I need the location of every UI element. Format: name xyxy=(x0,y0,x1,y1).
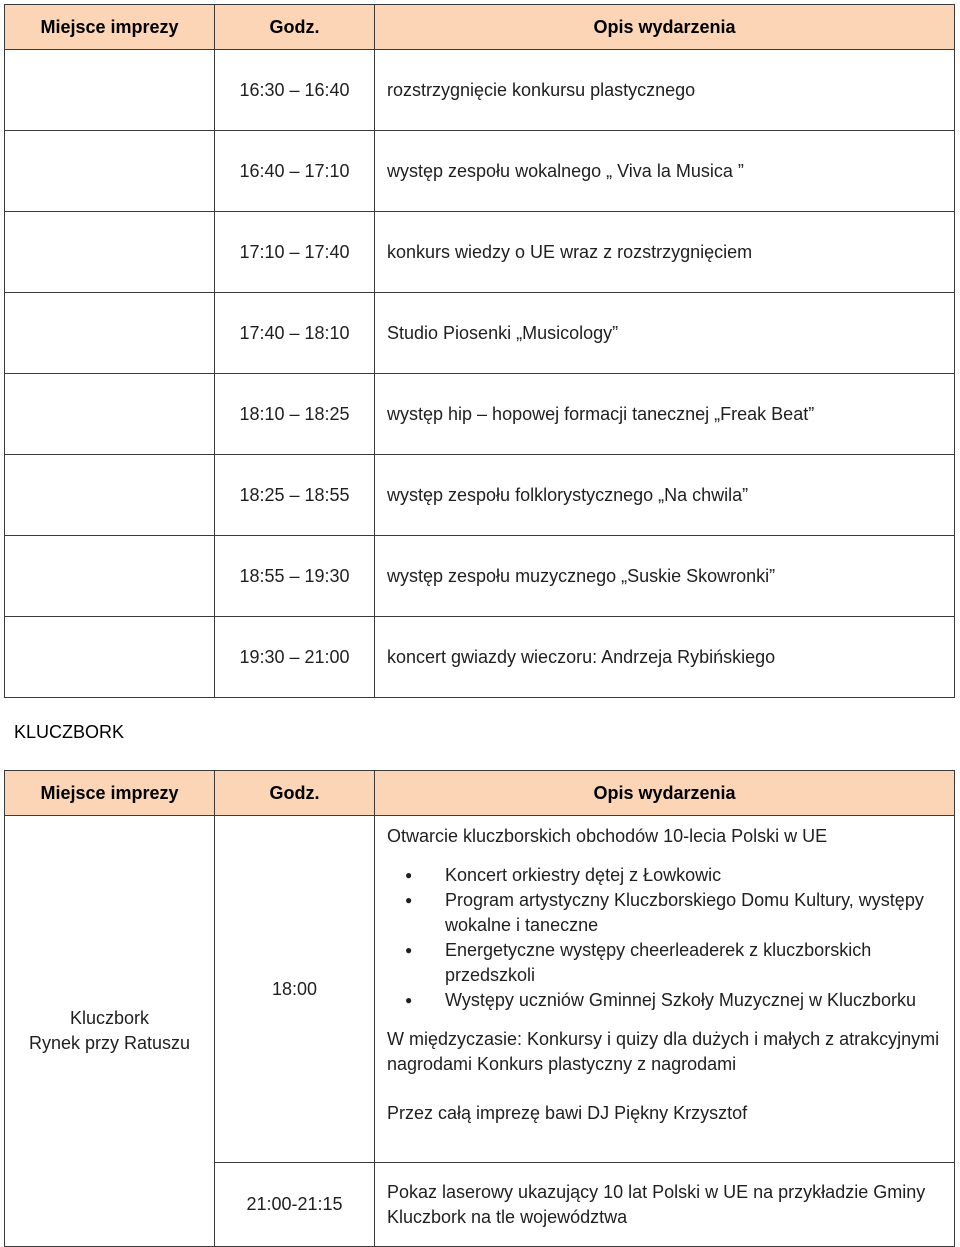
place-cell xyxy=(5,374,215,455)
header-place: Miejsce imprezy xyxy=(5,771,215,816)
table-row xyxy=(5,816,955,1163)
place-cell xyxy=(5,455,215,536)
table-row xyxy=(5,212,955,293)
time-cell: 18:25 – 18:55 xyxy=(215,455,375,536)
description-cell: występ zespołu muzycznego „Suskie Skowronki” xyxy=(375,536,955,617)
time-cell: 19:30 – 21:00 xyxy=(215,617,375,698)
list-item: ● Koncert orkiestry dętej z Łowkowic xyxy=(445,863,942,888)
description-cell: rozstrzygnięcie konkursu plastycznego xyxy=(375,50,955,131)
place-cell xyxy=(5,816,215,1247)
header-place: Miejsce imprezy xyxy=(5,5,215,50)
description-cell: występ hip – hopowej formacji tanecznej „Freak Beat” xyxy=(375,374,955,455)
place-cell xyxy=(5,131,215,212)
place-cell xyxy=(5,212,215,293)
header-description: Opis wydarzenia xyxy=(375,771,955,816)
description-cell: występ zespołu wokalnego „ Viva la Musica ” xyxy=(375,131,955,212)
intro-text: Otwarcie kluczborskich obchodów 10-lecia Polski w UE xyxy=(387,826,828,846)
table-row xyxy=(5,293,955,374)
table-row xyxy=(5,50,955,131)
time-cell: 18:10 – 18:25 xyxy=(215,374,375,455)
description-cell: Pokaz laserowy ukazujący 10 lat Polski w UE na przykładzie Gminy Kluczbork na tle województwa xyxy=(375,1163,955,1247)
list-item: ● Program artystyczny Kluczborskiego Domu Kultury, występy wokalne i taneczne xyxy=(445,888,942,938)
time-cell: 17:10 – 17:40 xyxy=(215,212,375,293)
place-name: Kluczbork xyxy=(69,1008,150,1028)
place-cell xyxy=(5,617,215,698)
time-cell: 21:00-21:15 xyxy=(215,1163,375,1247)
header-row xyxy=(5,5,955,50)
dj-text: Przez całą imprezę bawi DJ Piękny Krzysztof xyxy=(387,1103,748,1123)
schedule-table-1 xyxy=(4,4,955,698)
list-item: ● Energetyczne występy cheerleaderek z kluczborskich przedszkoli xyxy=(445,938,942,988)
header-time: Godz. xyxy=(215,771,375,816)
header-row xyxy=(5,771,955,816)
place-location: Rynek przy Ratuszu xyxy=(28,1033,191,1053)
table-row xyxy=(5,131,955,212)
table-row xyxy=(5,455,955,536)
time-cell: 17:40 – 18:10 xyxy=(215,293,375,374)
interlude-text: W międzyczasie: Konkursy i quizy dla dużych i małych z atrakcyjnymi nagrodami Konkurs plastyczny z nagrodami xyxy=(387,1029,940,1074)
description-cell xyxy=(375,816,955,1163)
time-cell: 18:00 xyxy=(215,816,375,1163)
header-time: Godz. xyxy=(215,5,375,50)
time-cell: 16:40 – 17:10 xyxy=(215,131,375,212)
description-cell: konkurs wiedzy o UE wraz z rozstrzygnięciem xyxy=(375,212,955,293)
table-row xyxy=(5,536,955,617)
description-cell: koncert gwiazdy wieczoru: Andrzeja Rybińskiego xyxy=(375,617,955,698)
schedule-table-2 xyxy=(4,770,955,1247)
description-cell: występ zespołu folklorystycznego „Na chwila” xyxy=(375,455,955,536)
description-cell: Studio Piosenki „Musicology” xyxy=(375,293,955,374)
list-item: ● Występy uczniów Gminnej Szkoły Muzycznej w Kluczborku xyxy=(445,988,942,1013)
header-description: Opis wydarzenia xyxy=(375,5,955,50)
time-cell: 16:30 – 16:40 xyxy=(215,50,375,131)
event-list xyxy=(387,863,942,1013)
place-cell xyxy=(5,50,215,131)
time-cell: 18:55 – 19:30 xyxy=(215,536,375,617)
place-cell xyxy=(5,293,215,374)
table-row xyxy=(5,374,955,455)
place-cell xyxy=(5,536,215,617)
table-row xyxy=(5,617,955,698)
city-heading: KLUCZBORK xyxy=(14,722,125,742)
